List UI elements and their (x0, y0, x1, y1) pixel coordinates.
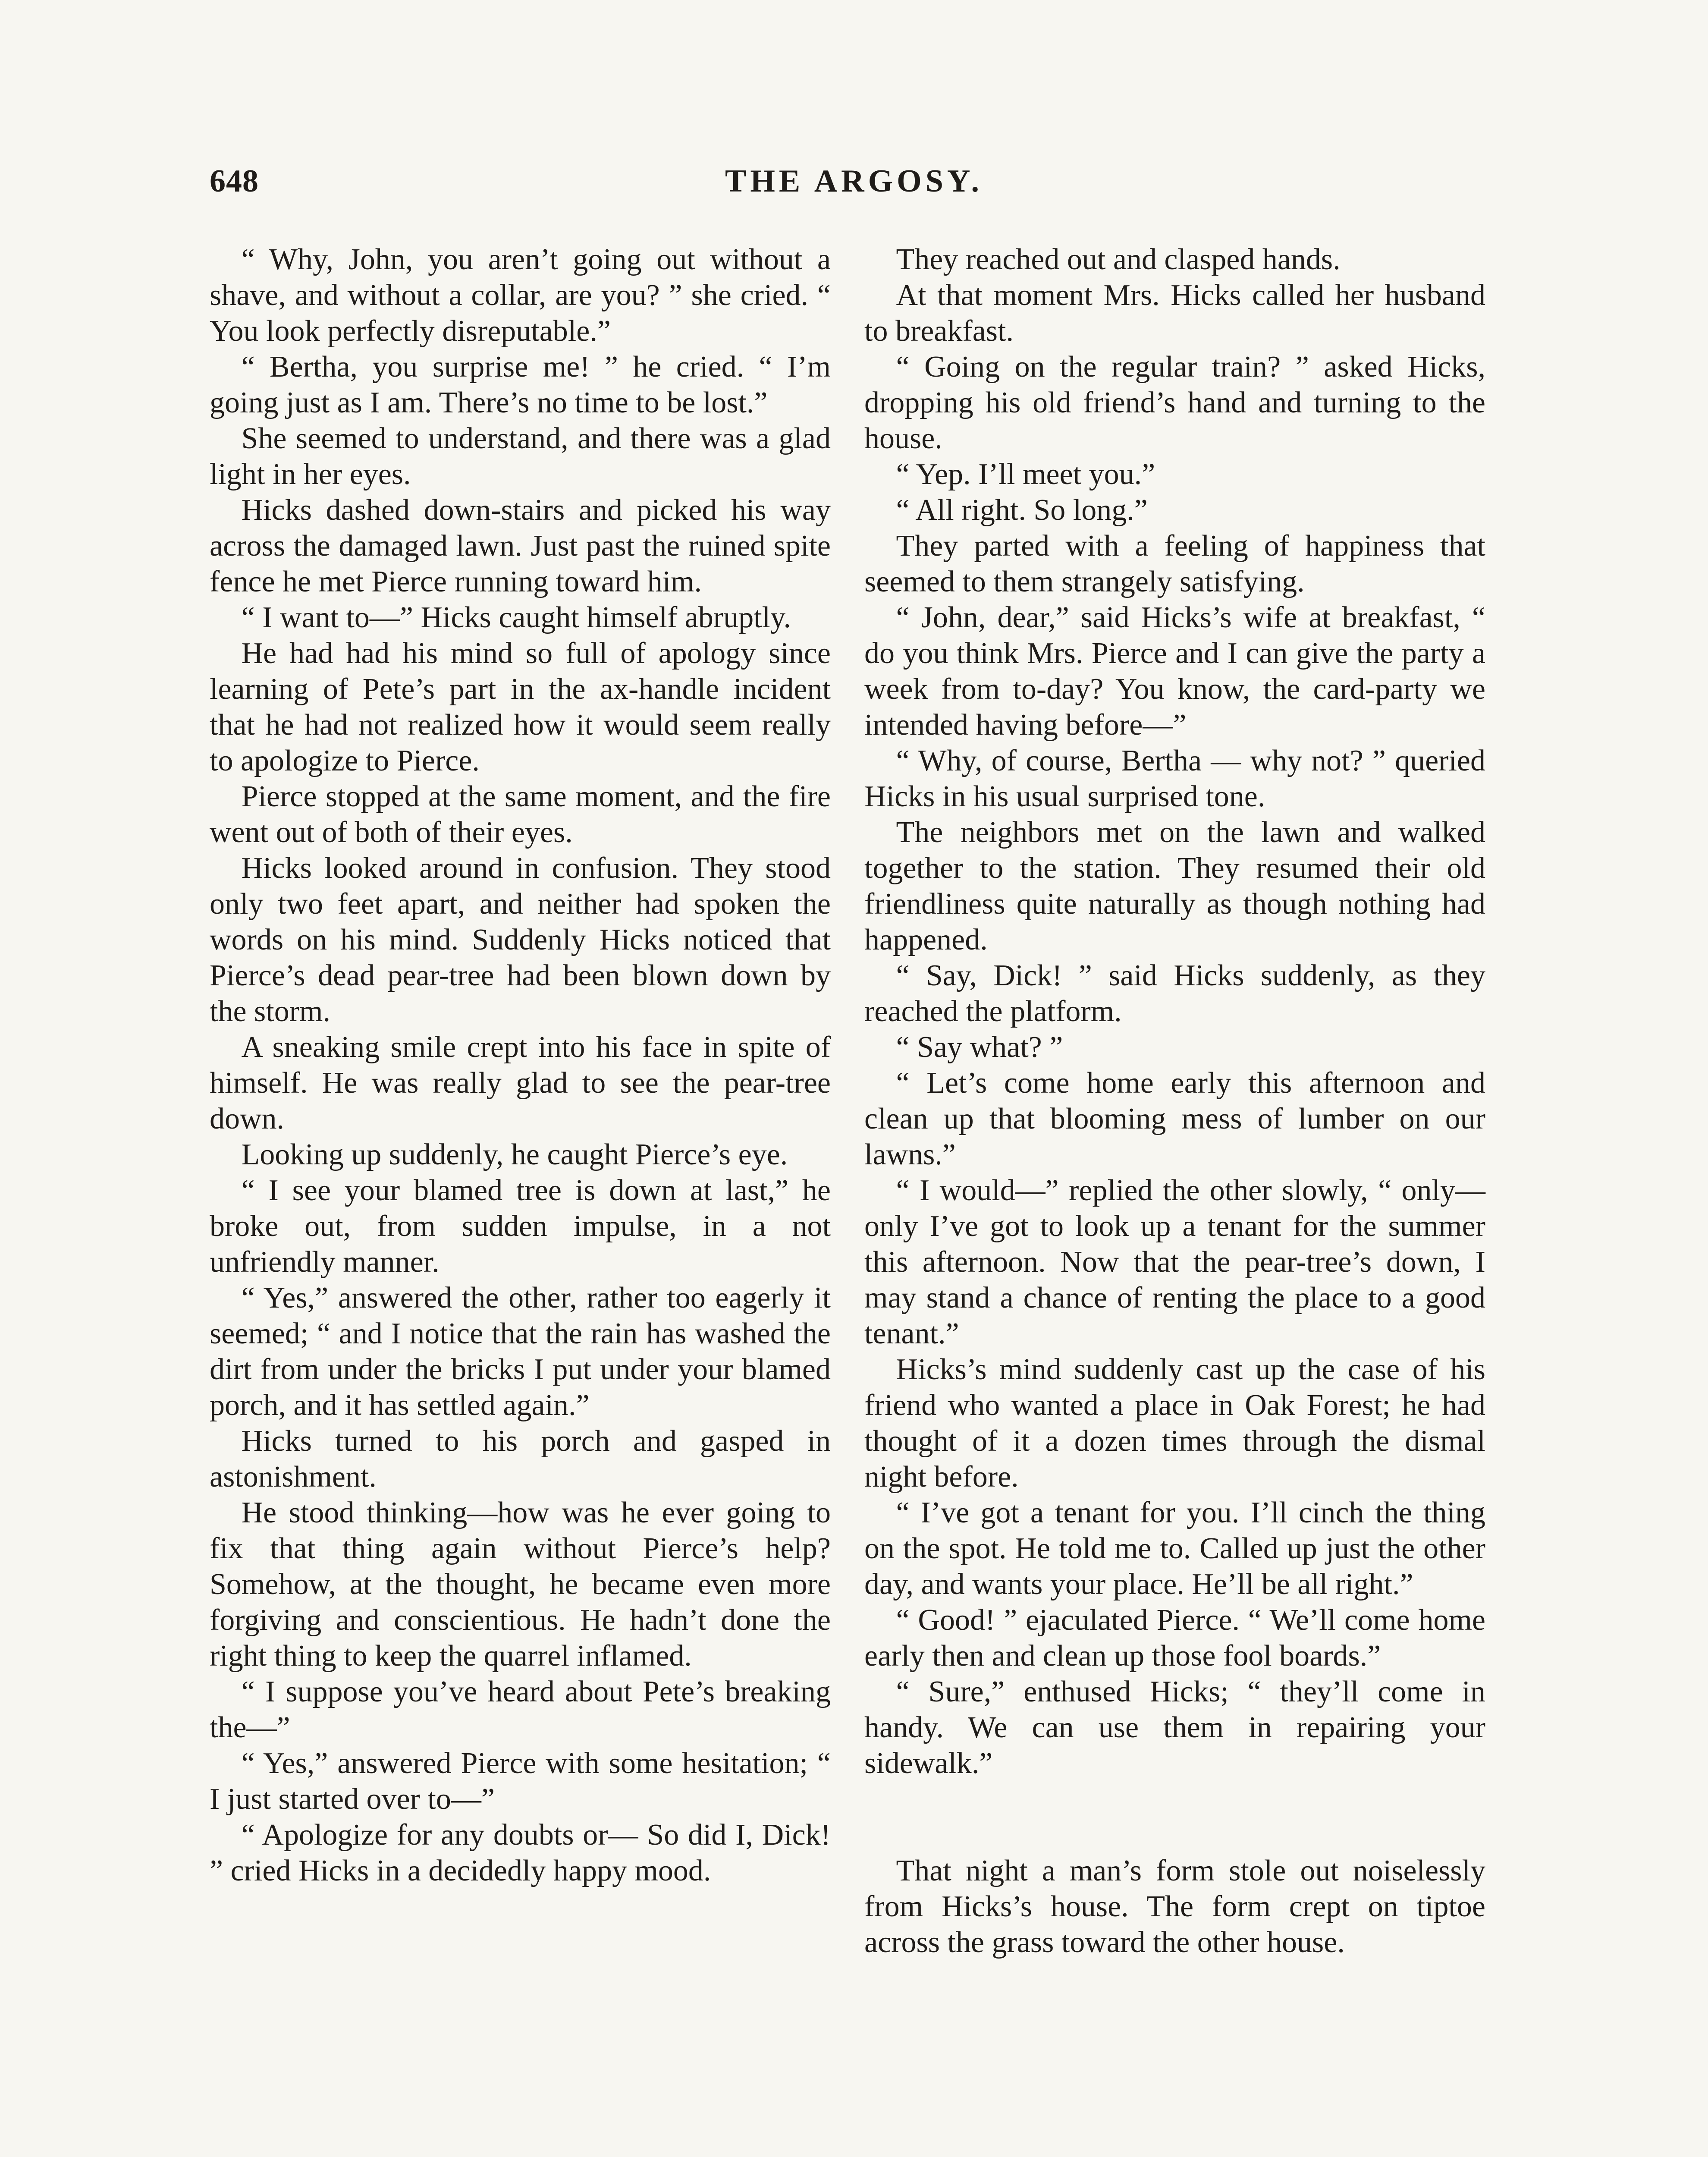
paragraph: “ Bertha, you surprise me! ” he cried. “ I’m going just as I am. There’s no time to be lost.” (210, 350, 831, 419)
paragraph: “ I see your blamed tree is down at last,” he broke out, from sudden impulse, in a not unfriendly manner. (210, 1174, 831, 1279)
paragraph: “ Good! ” ejaculated Pierce. “ We’ll come home early then and clean up those fool boards.” (864, 1604, 1485, 1673)
paragraph: “ Going on the regular train? ” asked Hicks, dropping his old friend’s hand and turning to the house. (864, 350, 1485, 455)
paragraph: Pierce stopped at the same moment, and the fire went out of both of their eyes. (210, 780, 831, 849)
paragraph: “ Let’s come home early this afternoon and clean up that blooming mess of lumber on our lawns.” (864, 1066, 1485, 1171)
paragraph: “ Apologize for any doubts or— So did I, Dick! ” cried Hicks in a decidedly happy mood. (210, 1818, 831, 1887)
paragraph: “ Say, Dick! ” said Hicks suddenly, as they reached the platform. (864, 959, 1485, 1028)
paragraph: They reached out and clasped hands. (896, 243, 1341, 276)
paragraph: “ I want to—” Hicks caught himself abruptly. (241, 601, 791, 634)
paragraph: Hicks dashed down-stairs and picked his way across the damaged lawn. Just past the ruined spite fence he met Pierce running toward him. (210, 494, 831, 598)
page-number: 648 (210, 164, 259, 199)
paragraph: “ I’ve got a tenant for you. I’ll cinch the thing on the spot. He told me to. Called up just the other day, and wants your place. He’ll be all right.” (864, 1496, 1485, 1601)
paragraph: They parted with a feeling of happiness that seemed to them strangely satisfying. (864, 529, 1485, 598)
paragraph: Looking up suddenly, he caught Pierce’s eye. (241, 1138, 788, 1171)
paragraph: “ Why, of course, Bertha — why not? ” queried Hicks in his usual surprised tone. (864, 744, 1485, 813)
paragraph: A sneaking smile crept into his face in spite of himself. He was really glad to see the pear-tree down. (210, 1031, 831, 1135)
paragraph: He stood thinking—how was he ever going to fix that thing again without Pierce’s help? Somehow, at the thought, he became even more forgiving and conscientious. He hadn’t done the right thing to keep the quarrel inflamed. (210, 1496, 831, 1673)
paragraph: The neighbors met on the lawn and walked together to the station. They resumed their old friendliness quite naturally as though nothing had happened. (864, 816, 1485, 956)
paragraph: “ John, dear,” said Hicks’s wife at breakfast, “ do you think Mrs. Pierce and I can give the party a week from to-day? You know, the card-party we intended having before—” (864, 601, 1485, 742)
right-text-column (864, 242, 1485, 1960)
left-text-column (210, 242, 831, 1889)
paragraph: At that moment Mrs. Hicks called her husband to breakfast. (864, 279, 1485, 348)
running-head: THE ARGOSY. (725, 164, 983, 199)
paragraph: That night a man’s form stole out noiselessly from Hicks’s house. The form crept on tiptoe across the grass toward the other house. (864, 1854, 1485, 1959)
paragraph: “ I suppose you’ve heard about Pete’s breaking the—” (210, 1675, 831, 1744)
paragraph: “ Yes,” answered the other, rather too eagerly it seemed; “ and I notice that the rain has washed the dirt from under the bricks I put under your blamed porch, and it has settled again.” (210, 1281, 831, 1422)
paragraph: Hicks turned to his porch and gasped in astonishment. (210, 1424, 831, 1494)
paragraph: “ Yes,” answered Pierce with some hesitation; “ I just started over to—” (210, 1747, 831, 1816)
paragraph: “ Sure,” enthused Hicks; “ they’ll come in handy. We can use them in repairing your sidewalk.” (864, 1675, 1485, 1780)
paragraph: “ All right. So long.” (896, 494, 1148, 527)
paragraph: Hicks’s mind suddenly cast up the case of his friend who wanted a place in Oak Forest; he had thought of it a dozen times through the dismal night before. (864, 1353, 1485, 1494)
paragraph: “ Why, John, you aren’t going out without a shave, and without a collar, are you? ” she cried. “ You look perfectly disreputable.” (210, 243, 831, 348)
paragraph: He had had his mind so full of apology since learning of Pete’s part in the ax-handle incident that he had not realized how it would seem really to apologize to Pierce. (210, 637, 831, 777)
paragraph: She seemed to understand, and there was a glad light in her eyes. (210, 422, 831, 491)
paragraph: “ Yep. I’ll meet you.” (896, 458, 1155, 491)
paragraph: “ I would—” replied the other slowly, “ only—only I’ve got to look up a tenant for the summer this afternoon. Now that the pear-tree’s down, I may stand a chance of renting the place to a good tenant.” (864, 1174, 1485, 1350)
paragraph: Hicks looked around in confusion. They stood only two feet apart, and neither had spoken the words on his mind. Suddenly Hicks noticed that Pierce’s dead pear-tree had been blown down by the storm. (210, 852, 831, 1028)
paragraph: “ Say what? ” (896, 1031, 1063, 1064)
